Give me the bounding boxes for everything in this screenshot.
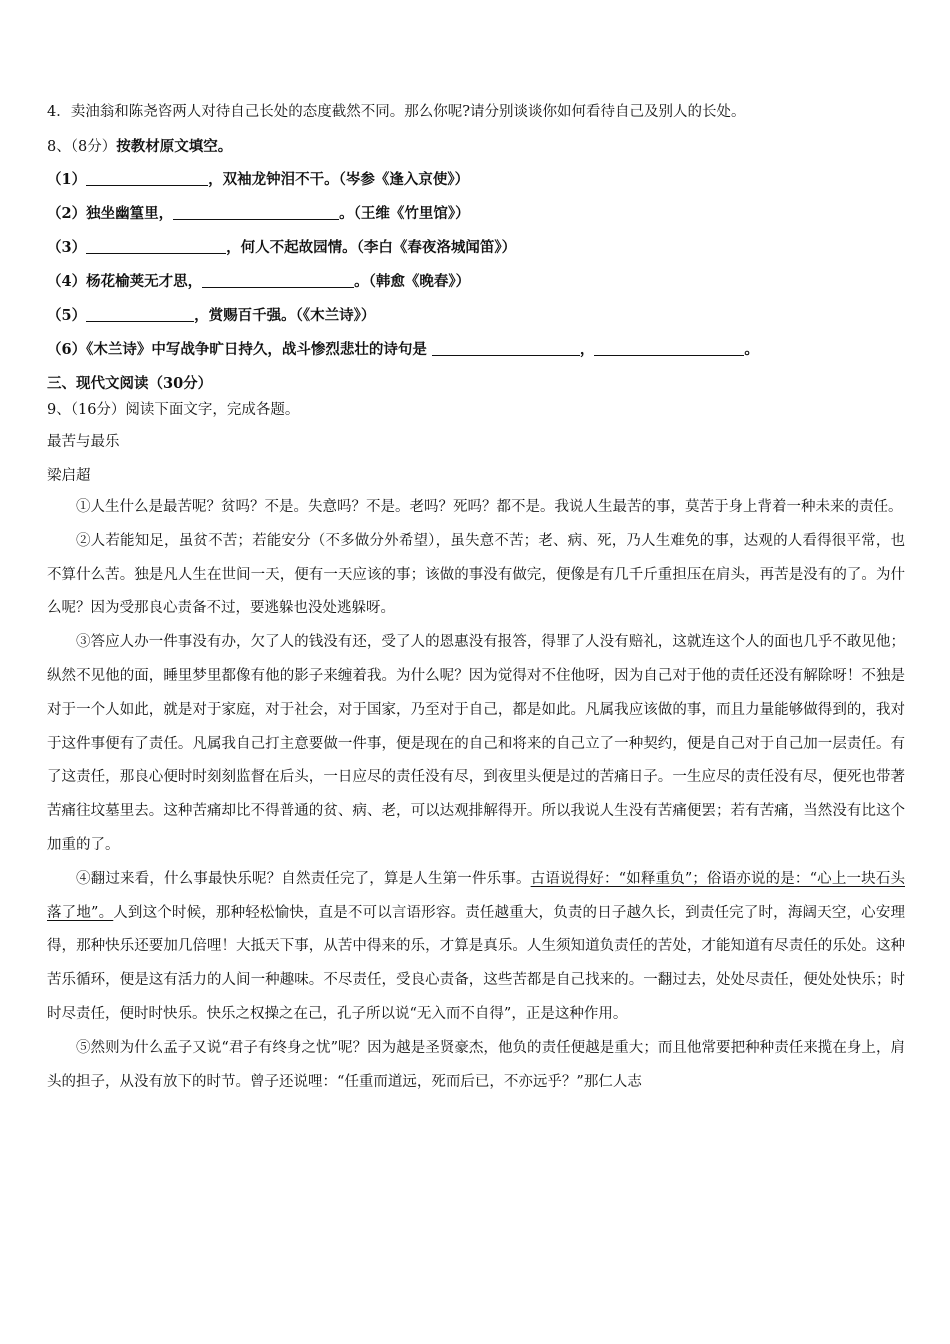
question-4: 4．卖油翁和陈尧咨两人对待自己长处的态度截然不同。那么你呢?请分别谈谈你如何看待自己及别人的长处。 <box>47 104 746 120</box>
fill-item-number: （3） <box>47 239 87 256</box>
fill-item-2 <box>47 204 470 224</box>
answer-blank[interactable] <box>594 341 744 356</box>
fill-item-6 <box>47 340 759 360</box>
fill-item-number: （1） <box>47 171 87 188</box>
article-title: 最苦与最乐 <box>47 434 120 450</box>
fill-item-text: 。 <box>744 341 759 358</box>
article-body <box>47 491 905 1099</box>
question-8-header <box>47 137 232 157</box>
fill-item-4 <box>47 272 470 292</box>
fill-item-number: （5） <box>47 307 87 324</box>
fill-item-1 <box>47 170 469 190</box>
fill-item-text: ，何人不起故园情。（李白《春夜洛城闻笛》） <box>226 239 517 256</box>
fill-item-text: 《木兰诗》中写战争旷日持久，战斗惨烈悲壮的诗句是 <box>86 341 432 358</box>
fill-item-text: ，双袖龙钟泪不干。（岑参《逢入京使》） <box>208 171 470 188</box>
article-paragraph-5: ⑤然则为什么孟子又说“君子有终身之忧”呢？因为越是圣贤豪杰，他负的责任便越是重大；而且他常要把种种责任来揽在身上，肩头的担子，从没有放下的时节。曾子还说哩：“任重而道远，死而后已，不亦远乎？”那仁人志 <box>47 1039 905 1090</box>
answer-blank[interactable] <box>86 307 194 322</box>
answer-blank[interactable] <box>202 273 354 288</box>
fill-item-text: 。（韩愈《晚春》） <box>354 273 471 290</box>
article-paragraph-4 <box>47 863 905 1032</box>
paragraph-4-rest: 人到这个时候，那种轻松愉快，直是不可以言语形容。责任越重大，负责的日子越久长，到责任完了时，海阔天空，心安理得，那种快乐还要加几倍哩！大抵天下事，从苦中得来的乐，才算是真乐。人生须知道负责任的苦处，才能知道有尽责任的乐处。这种苦乐循环，便是这有活力的人间一种趣味。不尽责任，受良心责备，这些苦都是自己找来的。一翻过去，处处尽责任，便处处快乐；时时尽责任，便时时快乐。快乐之权操之在己，孔子所以说“无入而不自得”，正是这种作用。 <box>47 904 905 1022</box>
section-3-heading: 三、现代文阅读（30分） <box>47 375 213 392</box>
answer-blank[interactable] <box>432 341 580 356</box>
fill-item-5 <box>47 306 375 326</box>
article-paragraph-1: ①人生什么是最苦呢？贫吗？不是。失意吗？不是。老吗？死吗？都不是。我说人生最苦的事，莫苦于身上背着一种未来的责任。 <box>76 499 903 515</box>
question-8-instruction: 按教材原文填空。 <box>116 138 233 155</box>
fill-item-text: 。（王维《竹里馆》） <box>339 205 470 222</box>
underlined-quote: 古语说得好：“如释重负”；俗语亦说的是：“心上一块石头落了地”。 <box>47 870 905 921</box>
article-author: 梁启超 <box>47 468 91 484</box>
fill-item-text: 独坐幽篁里， <box>86 205 174 222</box>
fill-item-3 <box>47 238 516 258</box>
answer-blank[interactable] <box>86 171 208 186</box>
answer-blank[interactable] <box>86 239 226 254</box>
question-8-number: 8、（8分） <box>47 139 117 155</box>
fill-item-text: ，赏赐百千强。（《木兰诗》） <box>194 307 376 324</box>
question-9: 9、（16分）阅读下面文字，完成各题。 <box>47 402 300 418</box>
fill-item-number: （6） <box>47 341 87 358</box>
fill-item-text: ， <box>579 341 595 358</box>
answer-blank[interactable] <box>173 205 339 220</box>
fill-item-number: （4） <box>47 273 87 290</box>
article-paragraph-3: ③答应人办一件事没有办，欠了人的钱没有还，受了人的恩惠没有报答，得罪了人没有赔礼，这就连这个人的面也几乎不敢见他；纵然不见他的面，睡里梦里都像有他的影子来缠着我。为什么呢？因为觉得对不住他呀，因为自己对于他的责任还没有解除呀！不独是对于一个人如此，就是对于家庭，对于社会，对于国家，乃至对于自己，都是如此。凡属我应该做的事，而且力量能够做得到的，我对于这件事便有了责任。凡属我自己打主意要做一件事，便是现在的自己和将来的自己立了一种契约，便是自己对于自己加一层责任。有了这责任，那良心便时时刻刻监督在后头，一日应尽的责任没有尽，到夜里头便是过的苦痛日子。一生应尽的责任没有尽，便死也带著苦痛往坟墓里去。这种苦痛却比不得普通的贫、病、老，可以达观排解得开。所以我说人生没有苦痛便罢；若有苦痛，当然没有比这个加重的了。 <box>47 634 905 853</box>
article-paragraph-2: ②人若能知足，虽贫不苦；若能安分（不多做分外希望），虽失意不苦；老、病、死，乃人生难免的事，达观的人看得很平常，也不算什么苦。独是凡人生在世间一天，便有一天应该的事；该做的事没有做完，便像是有几千斤重担压在肩头，再苦是没有的了。为什么呢？因为受那良心责备不过，要逃躲也没处逃躲呀。 <box>47 532 905 617</box>
fill-item-text: 杨花榆荚无才思， <box>86 273 203 290</box>
fill-item-number: （2） <box>47 205 87 222</box>
paragraph-4-start: ④翻过来看，什么事最快乐呢？自然责任完了，算是人生第一件乐事。 <box>76 870 531 887</box>
